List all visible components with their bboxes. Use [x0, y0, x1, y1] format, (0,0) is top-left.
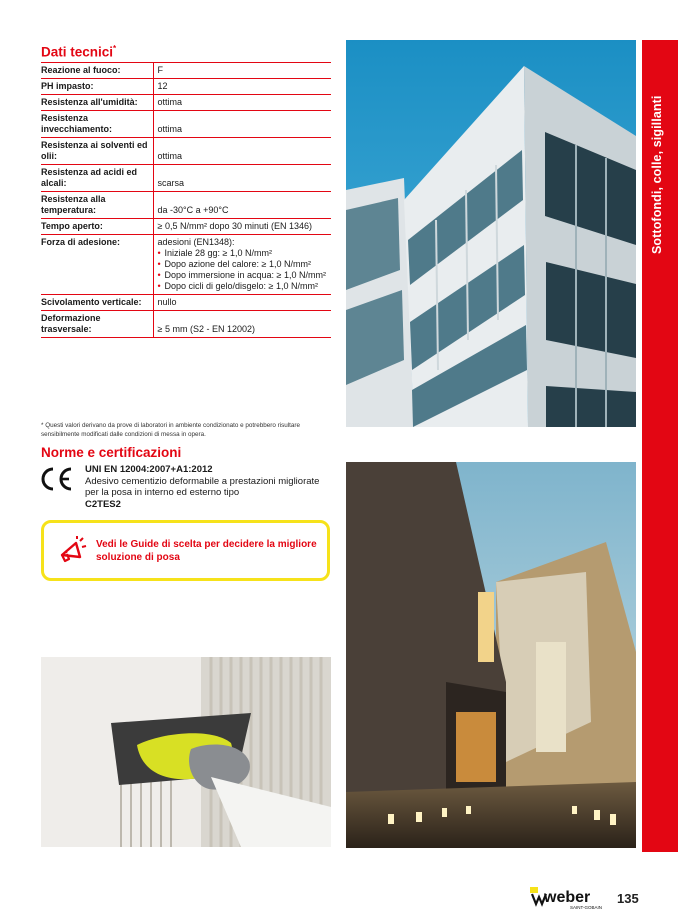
table-row [41, 79, 331, 95]
technical-data-title-text: Dati tecnici [41, 44, 114, 60]
norm-block [85, 464, 333, 510]
ce-mark-icon [40, 466, 76, 492]
technical-footnote: * Questi valori derivano da prove di laboratori in ambiente condizionato e potrebbero risultare sensibilmente modificati dalle condizioni di messa in opera. [41, 422, 301, 438]
table-row [41, 219, 331, 235]
spec-label: Tempo aperto: [41, 219, 153, 235]
svg-text:SAINT-GOBAIN: SAINT-GOBAIN [570, 905, 602, 910]
list-item: • Dopo immersione in acqua: ≥ 1,0 N/mm² [158, 270, 330, 281]
side-category-tab [642, 40, 678, 852]
spec-label: PH impasto: [41, 79, 153, 95]
norms-title: Norme e certificazioni [41, 445, 182, 460]
spec-value-adhesion [153, 235, 331, 295]
spec-label: Forza di adesione: [41, 235, 153, 295]
table-row [41, 63, 331, 79]
courtyard-photo [346, 462, 636, 848]
technical-data-title [41, 44, 116, 60]
technical-data-table [41, 62, 331, 338]
spec-label: Resistenza alla temperatura: [41, 192, 153, 219]
table-row [41, 192, 331, 219]
table-row [41, 295, 331, 311]
adhesion-list [158, 248, 330, 292]
spec-value: nullo [153, 295, 331, 311]
table-row [41, 311, 331, 338]
megaphone-icon [56, 535, 88, 567]
technical-data-title-marker: * [113, 44, 117, 53]
spec-label: Scivolamento verticale: [41, 295, 153, 311]
spec-value: 12 [153, 79, 331, 95]
spec-label: Resistenza ai solventi ed olii: [41, 138, 153, 165]
spec-value: ≥ 0,5 N/mm² dopo 30 minuti (EN 1346) [153, 219, 331, 235]
spec-value: da -30°C a +90°C [153, 192, 331, 219]
table-row [41, 165, 331, 192]
list-item: • Dopo azione del calore: ≥ 1,0 N/mm² [158, 259, 330, 270]
norm-classification: C2TES2 [85, 498, 121, 510]
svg-text:weber: weber [544, 889, 591, 906]
trowel-application-photo [41, 657, 331, 847]
spec-value: ottima [153, 95, 331, 111]
spec-value: ottima [153, 111, 331, 138]
spec-value: F [153, 63, 331, 79]
list-item: • Iniziale 28 gg: ≥ 1,0 N/mm² [158, 248, 330, 259]
spec-label: Resistenza invecchiamento: [41, 111, 153, 138]
guide-text: Vedi le Guide di scelta per decidere la migliore soluzione di posa [96, 539, 317, 563]
norm-description: Adesivo cementizio deformabile a prestazioni migliorate per la posa in interno ed esterno tipo [85, 475, 320, 499]
table-row [41, 95, 331, 111]
spec-label: Resistenza all'umidità: [41, 95, 153, 111]
spec-label: Resistenza ad acidi ed alcali: [41, 165, 153, 192]
page-number: 135 [617, 891, 639, 906]
spec-value: ≥ 5 mm (S2 - EN 12002) [153, 311, 331, 338]
spec-label: Reazione al fuoco: [41, 63, 153, 79]
table-row [41, 235, 331, 295]
spec-value: ottima [153, 138, 331, 165]
weber-logo [530, 884, 602, 910]
building-facade-photo [346, 40, 636, 427]
norm-standard: UNI EN 12004:2007+A1:2012 [85, 464, 213, 475]
adhesion-intro: adesioni (EN1348): [157, 237, 235, 247]
table-row [41, 138, 331, 165]
side-category-label: Sottofondi, colle, sigillanti [650, 95, 664, 254]
spec-value: scarsa [153, 165, 331, 192]
spec-label: Deformazione trasversale: [41, 311, 153, 338]
list-item: • Dopo cicli di gelo/disgelo: ≥ 1,0 N/mm² [158, 281, 330, 292]
guide-callout [41, 520, 330, 581]
table-row [41, 111, 331, 138]
